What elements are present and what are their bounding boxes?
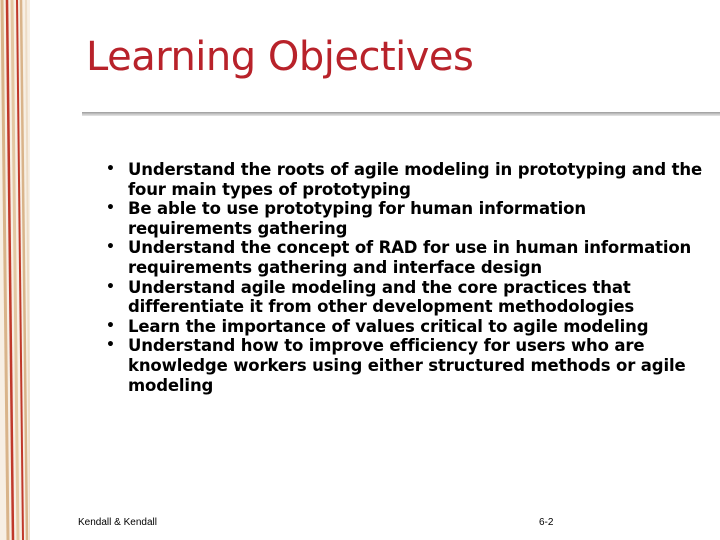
- slide-title: Learning Objectives: [86, 34, 474, 80]
- bullet-icon: •: [106, 317, 115, 334]
- left-decorative-border: [0, 0, 30, 540]
- objective-item: [104, 238, 704, 277]
- bullet-icon: •: [106, 200, 115, 217]
- bullet-icon: •: [106, 278, 115, 295]
- footer-author: Kendall & Kendall: [78, 517, 157, 528]
- objective-item: [104, 336, 704, 395]
- objective-text: Understand agile modeling and the core practices that differentiate it from other development methodologies: [128, 277, 635, 317]
- bullet-icon: •: [106, 239, 115, 256]
- title-divider: [82, 112, 720, 116]
- objective-text: Learn the importance of values critical to agile modeling: [128, 316, 649, 336]
- border-stripes: [0, 0, 30, 540]
- objective-item: [104, 317, 704, 337]
- objective-text: Understand how to improve efficiency for users who are knowledge workers using either structured methods or agile modeling: [128, 336, 686, 395]
- objective-text: Understand the roots of agile modeling in prototyping and the four main types of prototyping: [128, 160, 703, 199]
- objective-text: Understand the concept of RAD for use in human information requirements gathering and interface design: [128, 238, 692, 277]
- objective-item: [104, 199, 704, 238]
- objective-item: [104, 278, 704, 317]
- objective-item: [104, 160, 704, 199]
- bullet-icon: •: [106, 161, 115, 177]
- objective-text: Be able to use prototyping for human information requirements gathering: [128, 199, 586, 238]
- bullet-icon: •: [106, 337, 115, 354]
- learning-objectives-list: [104, 160, 704, 395]
- footer-slide-number: 6-2: [539, 517, 554, 528]
